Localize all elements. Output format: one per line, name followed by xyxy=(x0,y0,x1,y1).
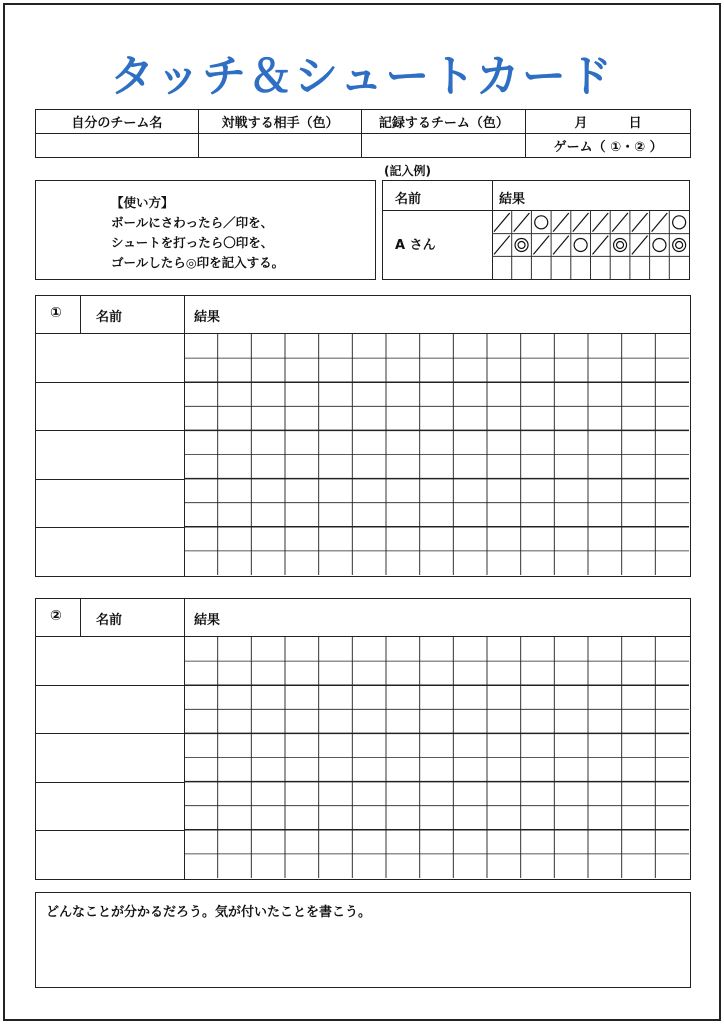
shoot-mark xyxy=(535,216,548,229)
touch-mark xyxy=(533,236,549,255)
example-box xyxy=(382,180,690,280)
shoot-mark xyxy=(673,216,686,229)
page-title: タッチ＆シュートカード xyxy=(110,51,614,102)
touch-mark xyxy=(573,213,589,232)
goal-mark xyxy=(515,239,528,252)
recording-team-label: 記録するチーム（色） xyxy=(362,110,526,134)
example-result-grid xyxy=(492,211,689,279)
player-name-cell[interactable] xyxy=(36,686,184,735)
usage-line-shoot: シュートを打ったら〇印を、 xyxy=(111,235,274,250)
own-team-field[interactable] xyxy=(36,134,199,158)
date-cell xyxy=(526,110,691,134)
result-grid[interactable] xyxy=(184,637,689,878)
usage-line-goal: ゴールしたら◎印を記入する。 xyxy=(111,255,285,270)
shoot-mark xyxy=(574,239,587,252)
touch-mark xyxy=(593,236,609,255)
notes-box[interactable] xyxy=(35,892,691,988)
result-column-header: 結果 xyxy=(194,310,221,325)
player-name-cell[interactable] xyxy=(36,734,184,783)
day-label: 日 xyxy=(628,116,642,131)
touch-mark xyxy=(553,213,569,232)
player-name-cell[interactable] xyxy=(36,480,184,529)
example-name-header: 名前 xyxy=(395,192,422,207)
example-player-name: A さん xyxy=(395,238,436,253)
touch-mark xyxy=(553,236,569,255)
goal-mark xyxy=(614,239,627,252)
section-number: ① xyxy=(50,305,62,321)
goal-mark-inner xyxy=(676,242,683,249)
touch-mark xyxy=(632,236,648,255)
usage-heading: 【使い方】 xyxy=(111,195,174,210)
recording-team-field[interactable] xyxy=(362,134,526,158)
result-column-header: 結果 xyxy=(194,613,221,628)
touch-mark xyxy=(494,236,510,255)
player-name-cell[interactable] xyxy=(36,831,184,880)
usage-line-touch: ボールにさわったら／印を、 xyxy=(111,215,274,230)
opponent-field[interactable] xyxy=(198,134,362,158)
example-label: (記入例) xyxy=(384,164,431,178)
section-header xyxy=(36,599,690,637)
record-section-2 xyxy=(35,598,691,880)
touch-mark xyxy=(593,213,609,232)
usage-box xyxy=(35,180,376,280)
notes-prompt: どんなことが分かるだろう。気が付いたことを書こう。 xyxy=(46,905,372,920)
goal-mark-inner xyxy=(617,242,624,249)
header-table xyxy=(35,109,691,158)
example-result-header: 結果 xyxy=(499,192,526,207)
touch-mark xyxy=(632,213,648,232)
name-column-header: 名前 xyxy=(96,310,123,325)
player-name-cell[interactable] xyxy=(36,637,184,686)
player-name-cell[interactable] xyxy=(36,528,184,577)
goal-mark xyxy=(673,239,686,252)
touch-mark xyxy=(514,213,530,232)
section-header xyxy=(36,296,690,334)
touch-mark xyxy=(612,213,628,232)
player-name-cell[interactable] xyxy=(36,334,184,383)
touch-mark xyxy=(494,213,510,232)
game-label: ゲーム（ ①・② ） xyxy=(526,134,691,158)
shoot-mark xyxy=(653,239,666,252)
goal-mark-inner xyxy=(518,242,525,249)
section-number: ② xyxy=(50,608,62,624)
month-label: 月 xyxy=(574,116,588,131)
record-section-1 xyxy=(35,295,691,577)
result-grid[interactable] xyxy=(184,334,689,575)
example-header-row xyxy=(383,181,689,211)
opponent-label: 対戦する相手（色） xyxy=(198,110,362,134)
own-team-label: 自分のチーム名 xyxy=(36,110,199,134)
player-name-cell[interactable] xyxy=(36,383,184,432)
player-name-cell[interactable] xyxy=(36,783,184,832)
player-name-cell[interactable] xyxy=(36,431,184,480)
name-column-header: 名前 xyxy=(96,613,123,628)
touch-mark xyxy=(652,213,668,232)
